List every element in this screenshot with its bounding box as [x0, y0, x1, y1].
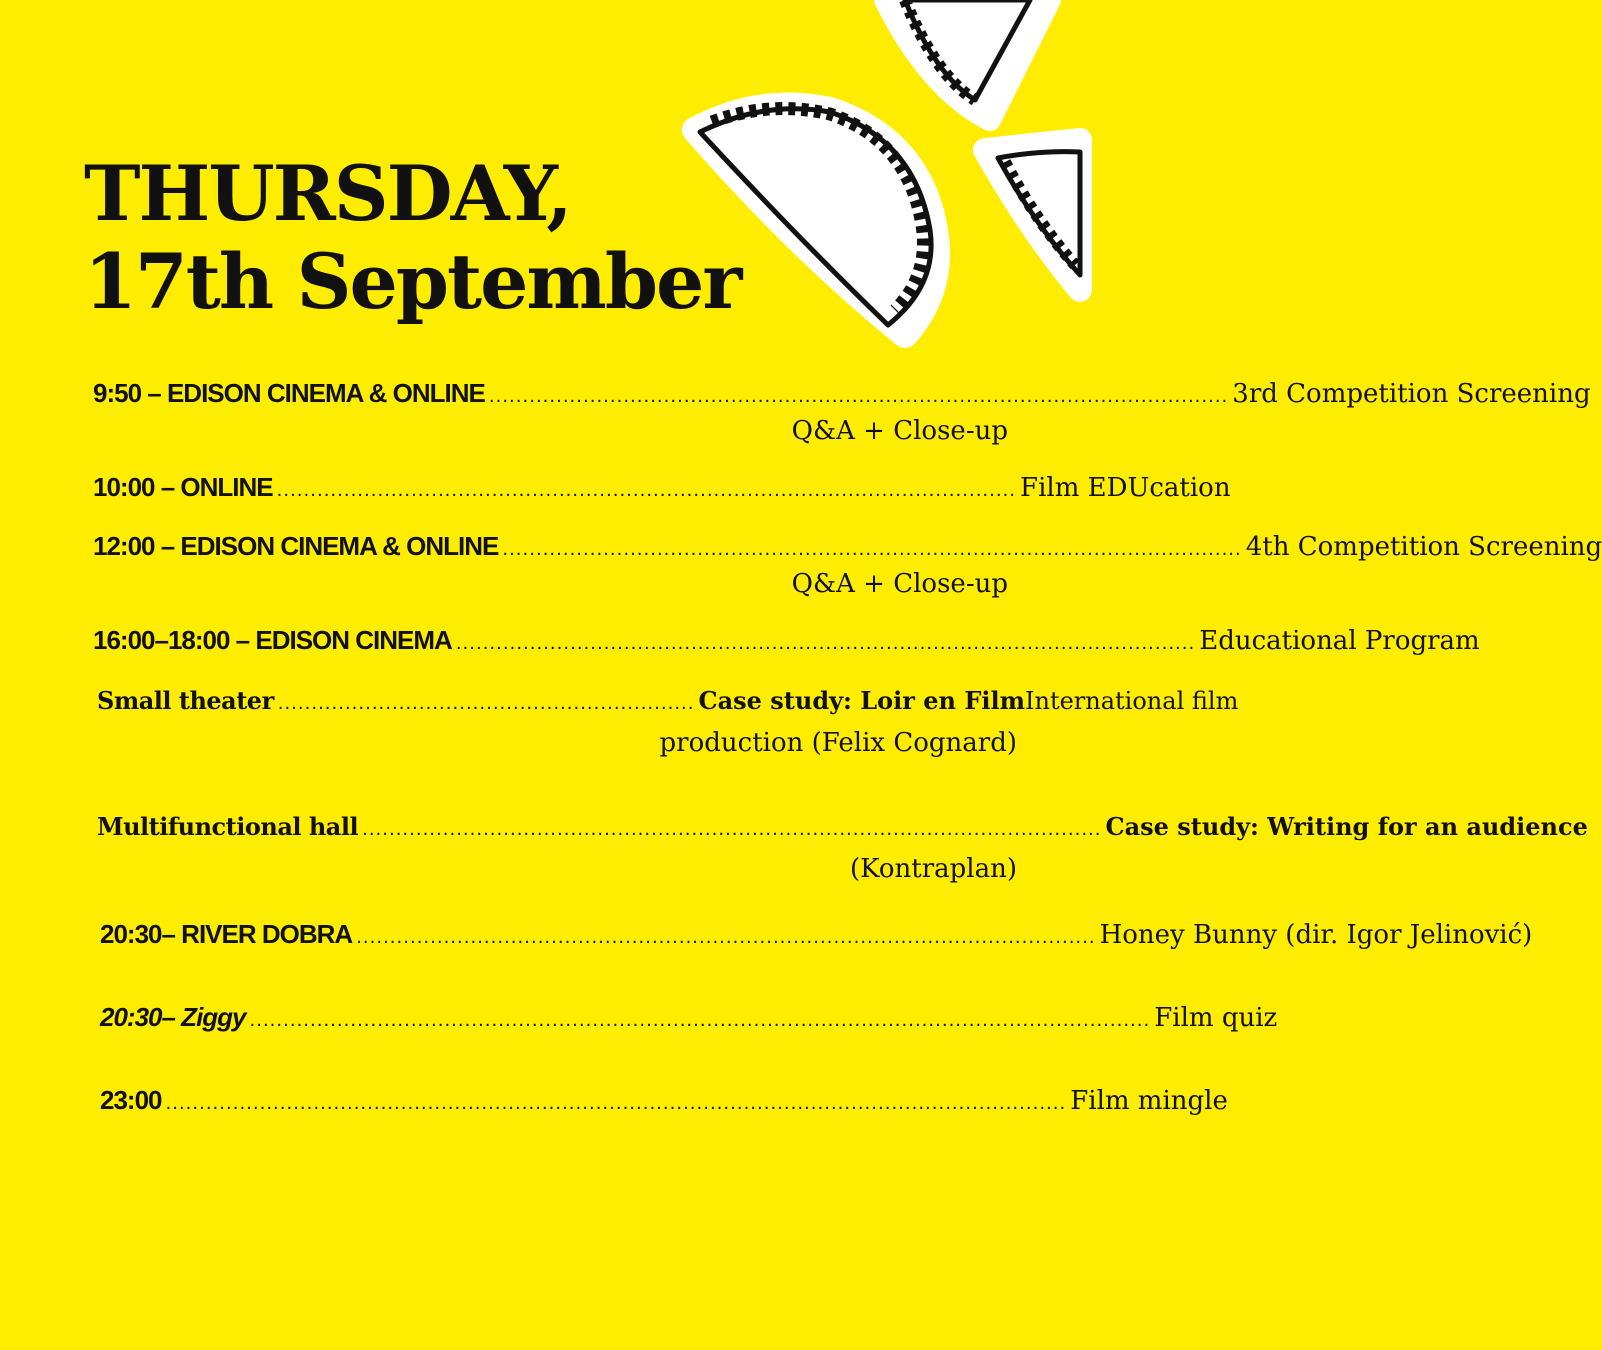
- schedule-row-9: [100, 1081, 1228, 1123]
- title-line-day: THURSDAY,: [84, 149, 571, 238]
- row-label: Small theater: [97, 686, 274, 715]
- schedule-row-5: [97, 682, 1239, 723]
- dumpling-top-icon: [885, 0, 1050, 120]
- row-event: 4th Competition Screening: [1245, 532, 1602, 562]
- dot-leader: ..............................................................: [277, 693, 695, 714]
- dot-leader: ......................................................................................................................................: [249, 1010, 1151, 1031]
- schedule-row-4: [93, 621, 1480, 663]
- schedule-row-3: [93, 527, 1602, 569]
- row-event: International film: [1025, 687, 1239, 715]
- row-event: Film quiz: [1154, 1003, 1278, 1033]
- dot-leader: ......................................................................................................................................: [165, 1093, 1067, 1114]
- row-event: Honey Bunny (dir. Igor Jelinović): [1099, 920, 1533, 950]
- row-5-continuation: production (Felix Cognard): [659, 728, 1017, 758]
- row-label: 16:00–18:00 – EDISON CINEMA: [93, 625, 452, 655]
- row-event: Educational Program: [1199, 626, 1480, 656]
- row-event: Film mingle: [1070, 1086, 1228, 1116]
- dot-leader: ..............................................................................................................: [488, 386, 1229, 407]
- schedule-row-1: [93, 374, 1591, 416]
- schedule-row-2: [93, 468, 1231, 510]
- row-label: 20:30– Ziggy: [100, 1002, 246, 1032]
- row-event-bold: Case study: Writing for an audience: [1105, 812, 1588, 841]
- title-line-date: 17th September: [84, 237, 741, 326]
- schedule-row-8: [100, 998, 1278, 1040]
- row-6-continuation: (Kontraplan): [850, 854, 1017, 884]
- row-label: 23:00: [100, 1085, 162, 1115]
- row-label: 9:50 – EDISON CINEMA & ONLINE: [93, 378, 485, 408]
- row-label: Multifunctional hall: [97, 812, 359, 841]
- dot-leader: ..............................................................................................................: [502, 539, 1242, 560]
- dot-leader: ..............................................................................................................: [276, 480, 1017, 501]
- row-1-continuation: Q&A + Close-up: [791, 416, 1008, 446]
- row-event: Film EDUcation: [1020, 473, 1231, 503]
- schedule-row-6: [97, 808, 1588, 849]
- row-label: 10:00 – ONLINE: [93, 472, 273, 502]
- dot-leader: ..............................................................................................................: [455, 633, 1196, 654]
- row-event: 3rd Competition Screening: [1232, 379, 1591, 409]
- row-label: 12:00 – EDISON CINEMA & ONLINE: [93, 531, 499, 561]
- row-label: 20:30– RIVER DOBRA: [100, 919, 353, 949]
- dot-leader: ..............................................................................................................: [362, 819, 1102, 840]
- row-3-continuation: Q&A + Close-up: [791, 569, 1008, 599]
- dumpling-right-icon: [985, 140, 1080, 290]
- page-title: [84, 150, 740, 326]
- schedule-row-7: [100, 915, 1533, 957]
- dot-leader: ..............................................................................................................: [356, 927, 1096, 948]
- row-event-bold: Case study: Loir en Film: [698, 686, 1026, 715]
